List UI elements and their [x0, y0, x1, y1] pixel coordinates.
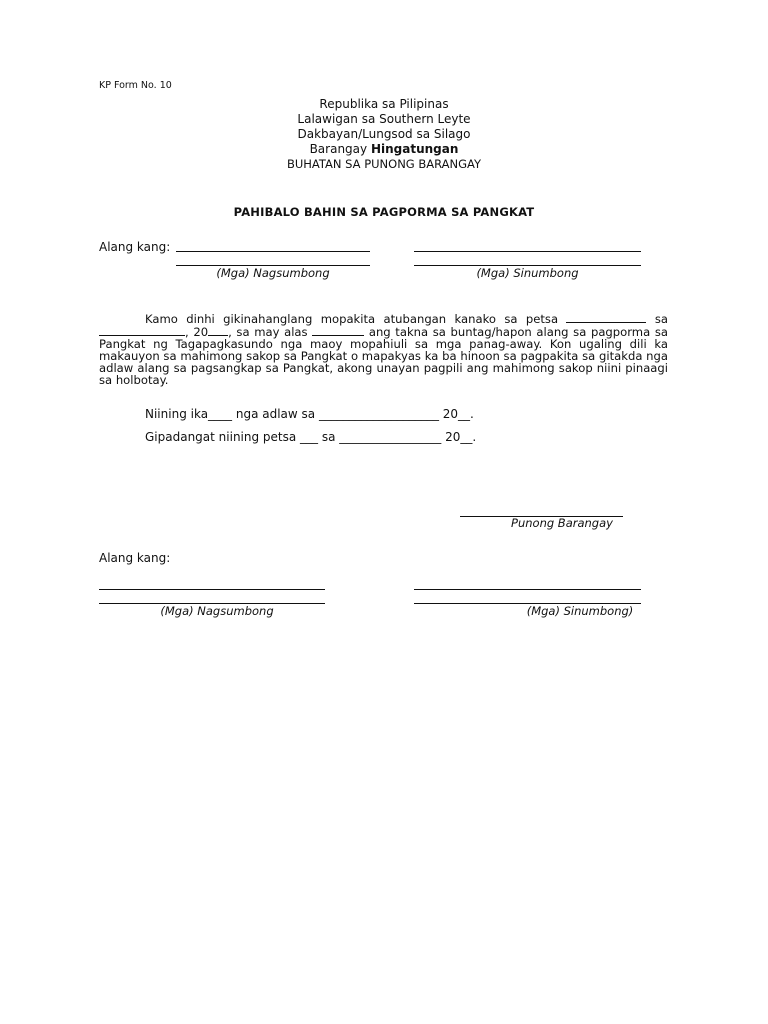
header-municipality: Dakbayan/Lungsod sa Silago	[297, 127, 471, 141]
body-text-3: , 20	[185, 325, 209, 339]
respondent-line-bottom-1[interactable]	[414, 589, 641, 590]
addressee-label-bottom: Alang kang:	[99, 551, 171, 565]
year-blank[interactable]	[208, 325, 228, 336]
issued-date-line: Niining ika____ nga adlaw sa ____________________ 20__.	[145, 407, 474, 421]
header-republic: Republika sa Pilipinas	[319, 97, 449, 111]
complainant-caption-bottom: (Mga) Nagsumbong	[160, 604, 274, 618]
office-name: BUHATAN SA PUNONG BARANGAY	[286, 157, 482, 171]
barangay-name: Hingatungan	[370, 142, 459, 156]
body-text-2: sa	[654, 312, 669, 326]
addressee-label: Alang kang:	[99, 240, 171, 254]
header-barangay	[0, 142, 768, 157]
body-text-1: Kamo dinhi gikinahanglang mopakita atubangan kanako sa petsa	[145, 312, 559, 326]
body-text-5: ang takna sa buntag/hapon alang sa pagporma sa Pangkat ng Tagapagkasundo nga maoy mopahiuli sa mga panag-away. Kon ugaling dili ka makauyon sa mahimong sakop sa Pangkat o mapakyas ka ba hinoon sa pagpakita sa gitakda nga adlaw alang sa pagsangkap sa Pangkat, akong unayan pagpili ang mahimong sakop niini pinaagi sa holbotay.	[99, 325, 668, 387]
sent-date-line: Gipadangat niining petsa ___ sa _________________ 20__.	[145, 430, 477, 444]
time-blank[interactable]	[312, 325, 364, 336]
complainant-caption: (Mga) Nagsumbong	[216, 266, 330, 280]
respondent-caption: (Mga) Sinumbong	[476, 266, 579, 280]
month-blank[interactable]	[99, 325, 185, 336]
complainant-line-bottom-1[interactable]	[99, 589, 325, 590]
complainant-name-line-1[interactable]	[176, 251, 370, 252]
body-text-4: , sa may alas	[228, 325, 308, 339]
date-blank[interactable]	[566, 312, 646, 323]
signatory-caption: Punong Barangay	[511, 516, 613, 530]
respondent-name-line-1[interactable]	[414, 251, 641, 252]
form-number: KP Form No. 10	[99, 80, 172, 91]
notice-body	[99, 312, 668, 386]
barangay-prefix: Barangay	[309, 142, 368, 156]
header-province: Lalawigan sa Southern Leyte	[297, 112, 471, 126]
respondent-caption-bottom: (Mga) Sinumbong)	[526, 604, 634, 618]
form-title: PAHIBALO BAHIN SA PAGPORMA SA PANGKAT	[233, 205, 535, 219]
